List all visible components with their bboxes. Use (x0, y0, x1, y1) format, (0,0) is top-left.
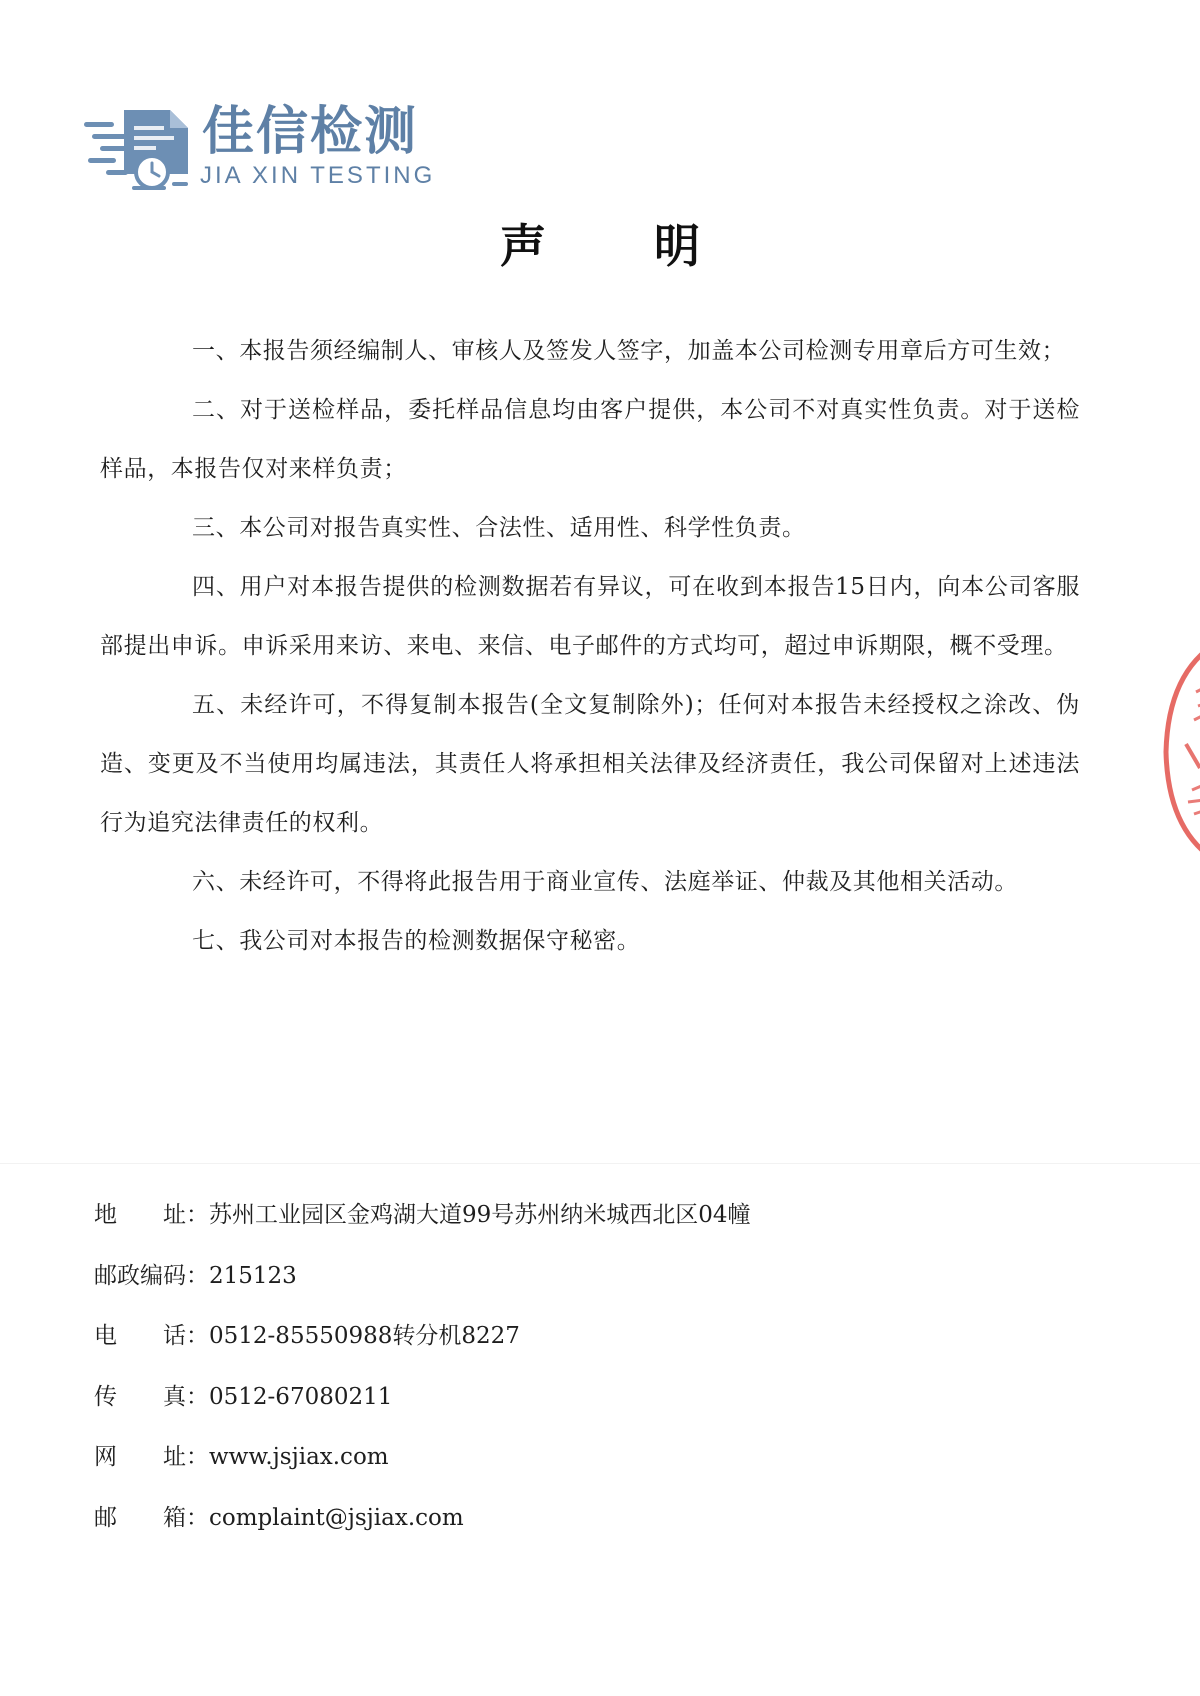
company-logo (84, 102, 436, 194)
fax-value: 0512-67080211 (209, 1383, 393, 1410)
clause-5: 五、未经许可，不得复制本报告(全文复制除外)；任何对本报告未经授权之涂改、伪造、变更及不当使用均属违法，其责任人将承担相关法律及经济责任，我公司保留对上述违法行为追究法律责任的权利。 (100, 692, 1080, 836)
postcode-value: 215123 (209, 1262, 297, 1289)
address-value: 苏州工业园区金鸡湖大道99号苏州纳米城西北区04幢 (209, 1202, 751, 1228)
contact-website (94, 1438, 994, 1499)
page-title: 声明 (500, 219, 808, 273)
clause-3: 三、本公司对报告真实性、合法性、适用性、科学性负责。 (192, 515, 806, 541)
contact-fax (94, 1378, 994, 1439)
contact-postcode (94, 1257, 994, 1318)
contact-address (94, 1196, 994, 1257)
contact-phone (94, 1317, 994, 1378)
contact-email (94, 1499, 994, 1560)
postcode-label: 邮政编码： (94, 1262, 209, 1289)
logo-name-cn: 佳信检测 (202, 102, 419, 162)
email-link[interactable]: complaint@jsjiax.com (209, 1504, 464, 1531)
email-label: 邮 箱： (94, 1504, 209, 1531)
logo-name-en: JIA XIN TESTING (200, 162, 436, 189)
document-clock-icon (84, 104, 194, 194)
company-seal-stamp (1148, 632, 1200, 872)
clause-6: 六、未经许可，不得将此报告用于商业宣传、法庭举证、仲裁及其他相关活动。 (192, 869, 1018, 895)
clause-4: 四、用户对本报告提供的检测数据若有异议，可在收到本报告15日内，向本公司客服部提出申诉。申诉采用来访、来电、来信、电子邮件的方式均可，超过申诉期限，概不受理。 (100, 574, 1080, 659)
website-link[interactable]: www.jsjiax.com (209, 1444, 389, 1470)
website-label: 网 址： (94, 1444, 209, 1470)
phone-label: 电 话： (94, 1323, 209, 1349)
address-label: 地 址： (94, 1202, 209, 1228)
clause-2: 二、对于送检样品，委托样品信息均由客户提供，本公司不对真实性负责。对于送检样品，本报告仅对来样负责； (100, 397, 1080, 482)
divider (0, 1163, 1200, 1164)
fax-label: 传 真： (94, 1383, 209, 1410)
clause-1: 一、本报告须经编制人、审核人及签发人签字，加盖本公司检测专用章后方可生效； (192, 338, 1066, 364)
contact-info (94, 1196, 994, 1559)
clause-7: 七、我公司对本报告的检测数据保守秘密。 (192, 928, 641, 954)
phone-value: 0512-85550988转分机8227 (209, 1323, 520, 1349)
statement-clauses (100, 322, 1080, 971)
